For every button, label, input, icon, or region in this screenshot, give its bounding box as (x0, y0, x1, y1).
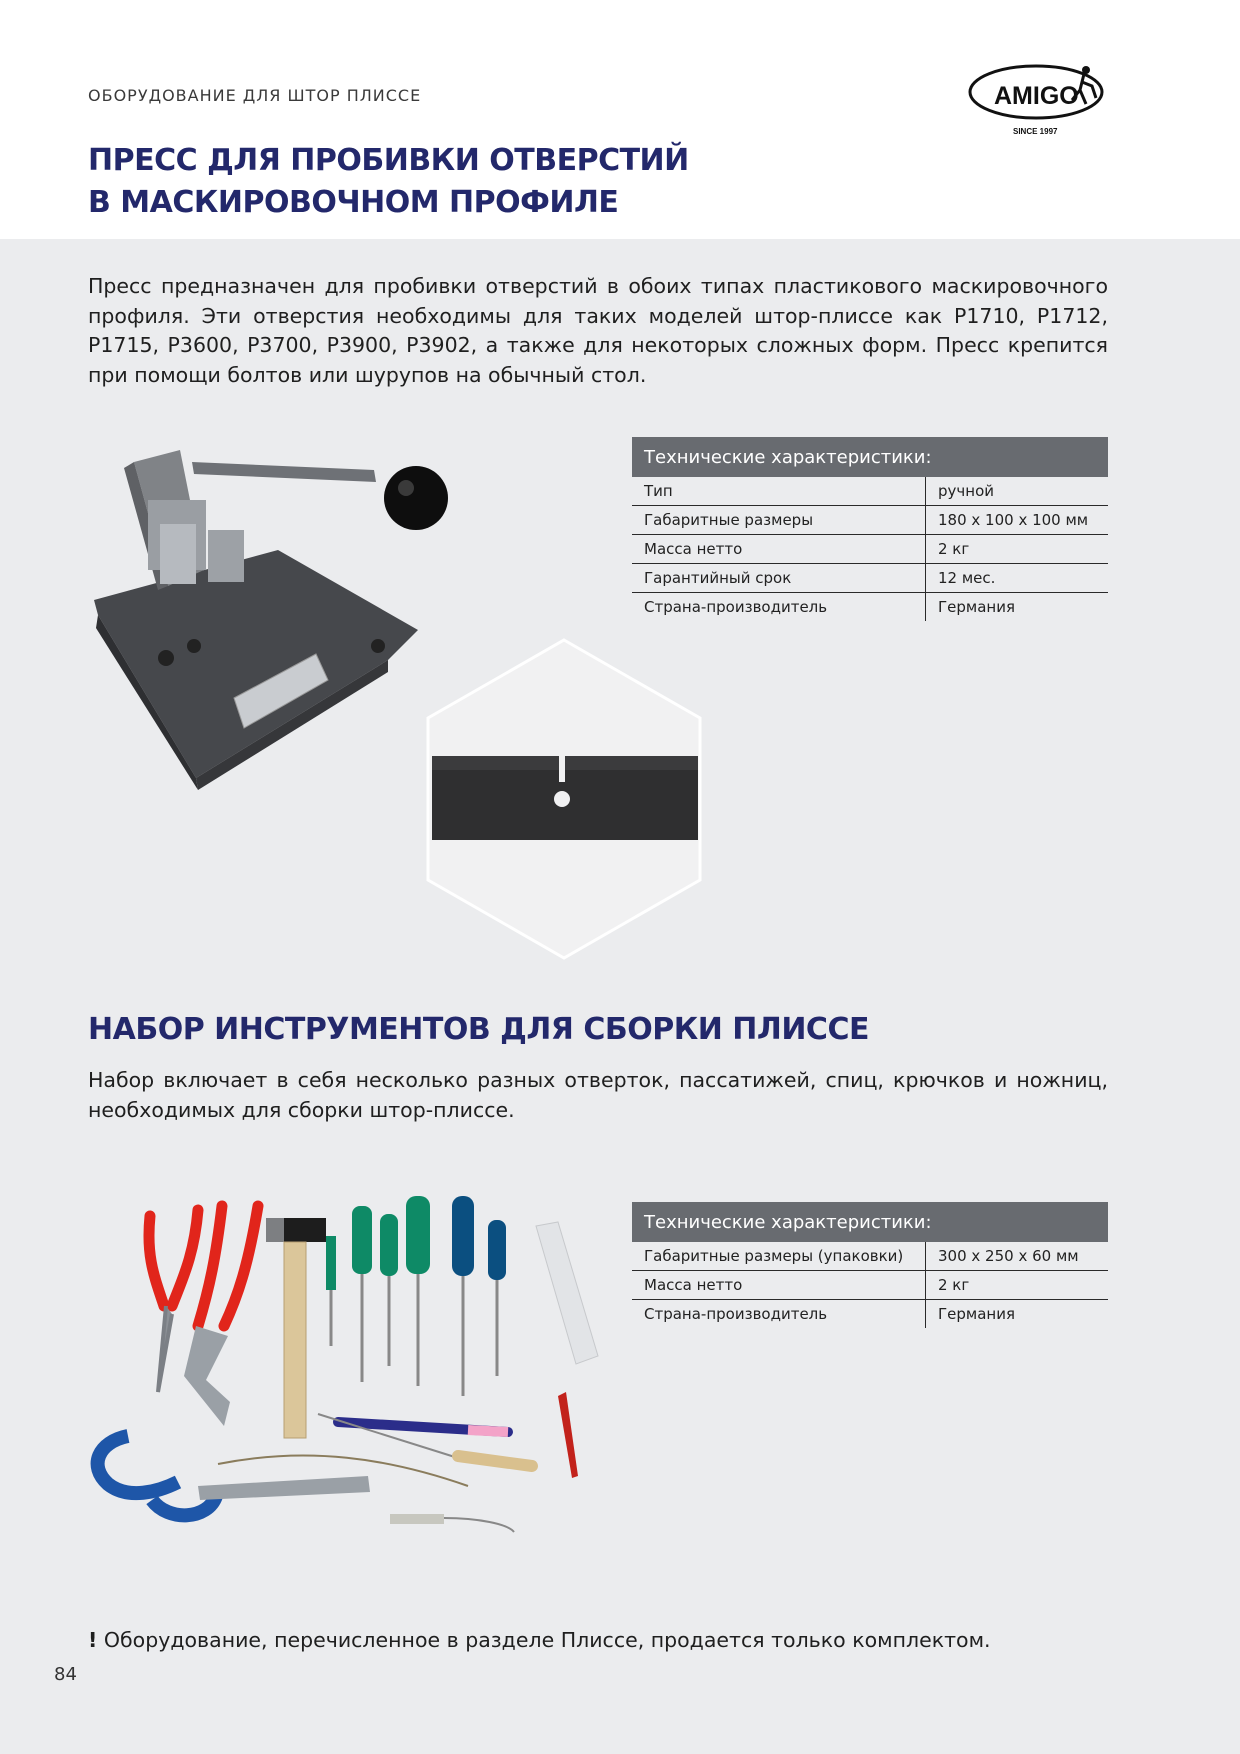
table-row (632, 477, 1108, 506)
toolkit-specs-table (632, 1202, 1108, 1328)
spec-value: Германия (926, 1300, 1109, 1329)
spec-value: 300 x 250 x 60 мм (926, 1242, 1109, 1271)
note-mark: ! (88, 1628, 98, 1652)
table-row (632, 564, 1108, 593)
toolkit-description: Набор включает в себя несколько разных отверток, пассатижей, спиц, крючков и ножниц, необходимых для сборки штор-плиссе. (88, 1068, 1108, 1122)
press-image (88, 440, 458, 790)
spec-value: ручной (926, 477, 1109, 506)
spec-value: 180 x 100 x 100 мм (926, 506, 1109, 535)
spec-label: Габаритные размеры (632, 506, 926, 535)
svg-text:AMIGO: AMIGO (994, 82, 1079, 110)
toolkit-specs-title: Технические характеристики: (632, 1202, 1108, 1242)
spec-label: Страна-производитель (644, 598, 828, 616)
spec-label: Тип (632, 477, 926, 506)
spec-value: 2 кг (926, 1271, 1109, 1300)
title-line-1: ПРЕСС ДЛЯ ПРОБИВКИ ОТВЕРСТИЙ (88, 143, 689, 178)
press-specs-title: Технические характеристики: (632, 437, 1108, 477)
spec-value: 12 мес. (926, 564, 1109, 593)
table-row (632, 535, 1108, 564)
svg-text:SINCE 1997: SINCE 1997 (1013, 127, 1058, 136)
table-row (632, 1242, 1108, 1271)
note-text: Оборудование, перечисленное в разделе Плиссе, продается только комплектом. (97, 1628, 991, 1652)
table-row (632, 1271, 1108, 1300)
page-title (88, 140, 689, 224)
spec-label: Масса нетто (632, 535, 926, 564)
spec-label: Масса нетто (632, 1271, 926, 1300)
spec-value: Германия (926, 593, 1109, 622)
press-specs-table (632, 437, 1108, 621)
section-label: ОБОРУДОВАНИЕ ДЛЯ ШТОР ПЛИССЕ (88, 86, 422, 105)
spec-label: Гарантийный срок (632, 564, 926, 593)
page-number: 84 (54, 1664, 77, 1685)
spec-label: Габаритные размеры (упаковки) (632, 1242, 926, 1271)
table-row (632, 593, 1108, 622)
table-row (632, 1300, 1108, 1329)
amigo-logo (966, 60, 1112, 142)
press-description: Пресс предназначен для пробивки отверстий в обоих типах пластикового маскировочного профиля. Эти отверстия необходимы для таких моделей штор-плиссе как P1710, P1712, P1715, P3600, P3700, P3900, P3902, а также для некоторых сложных форм. Пресс крепится при помощи болтов или шурупов на обычный стол. (88, 274, 1108, 387)
title-line-2: В МАСКИРОВОЧНОМ ПРОФИЛЕ (88, 185, 619, 220)
spec-value: 2 кг (926, 535, 1109, 564)
toolkit-title: НАБОР ИНСТРУМЕНТОВ ДЛЯ СБОРКИ ПЛИССЕ (88, 1012, 869, 1047)
footer-note (88, 1628, 991, 1652)
toolkit-image (88, 1196, 608, 1548)
table-row (632, 506, 1108, 535)
spec-label: Страна-производитель (644, 1305, 828, 1323)
profile-detail-hexagon (426, 638, 702, 962)
page-header (0, 0, 1240, 239)
